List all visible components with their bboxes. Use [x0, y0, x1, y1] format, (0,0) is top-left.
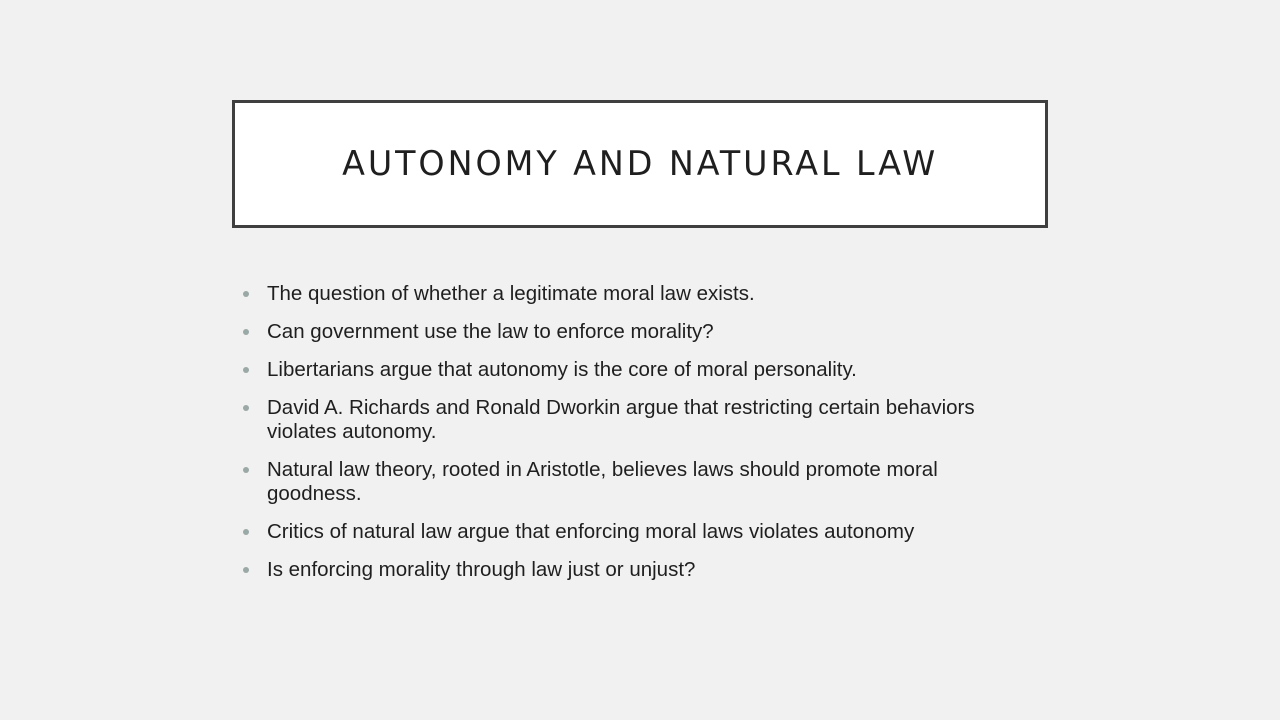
bullet-dot-icon	[243, 291, 249, 297]
bullet-dot-icon	[243, 567, 249, 573]
title-placeholder	[232, 100, 1048, 228]
bullet-dot-icon	[243, 467, 249, 473]
bullet-dot-icon	[243, 367, 249, 373]
bullet-item	[240, 320, 1000, 344]
bullet-text: Can government use the law to enforce morality?	[267, 320, 714, 343]
bullet-text: Is enforcing morality through law just or unjust?	[267, 558, 696, 581]
bullet-dot-icon	[243, 529, 249, 535]
bullet-text: Critics of natural law argue that enforcing moral laws violates autonomy	[267, 520, 915, 543]
bullet-text: Libertarians argue that autonomy is the core of moral personality.	[267, 358, 857, 381]
bullet-list	[240, 282, 1000, 596]
bullet-text: The question of whether a legitimate moral law exists.	[267, 282, 755, 305]
bullet-item	[240, 520, 1000, 544]
bullet-text: Natural law theory, rooted in Aristotle, believes laws should promote moral goodness.	[267, 458, 938, 505]
bullet-item	[240, 282, 1000, 306]
slide-title: AUTONOMY AND NATURAL LAW	[341, 144, 938, 184]
bullet-dot-icon	[243, 405, 249, 411]
bullet-item	[240, 458, 1000, 506]
bullet-item	[240, 358, 1000, 382]
bullet-dot-icon	[243, 329, 249, 335]
bullet-item	[240, 558, 1000, 582]
bullet-item	[240, 396, 1000, 444]
bullet-text: David A. Richards and Ronald Dworkin argue that restricting certain behaviors violates autonomy.	[267, 396, 975, 443]
